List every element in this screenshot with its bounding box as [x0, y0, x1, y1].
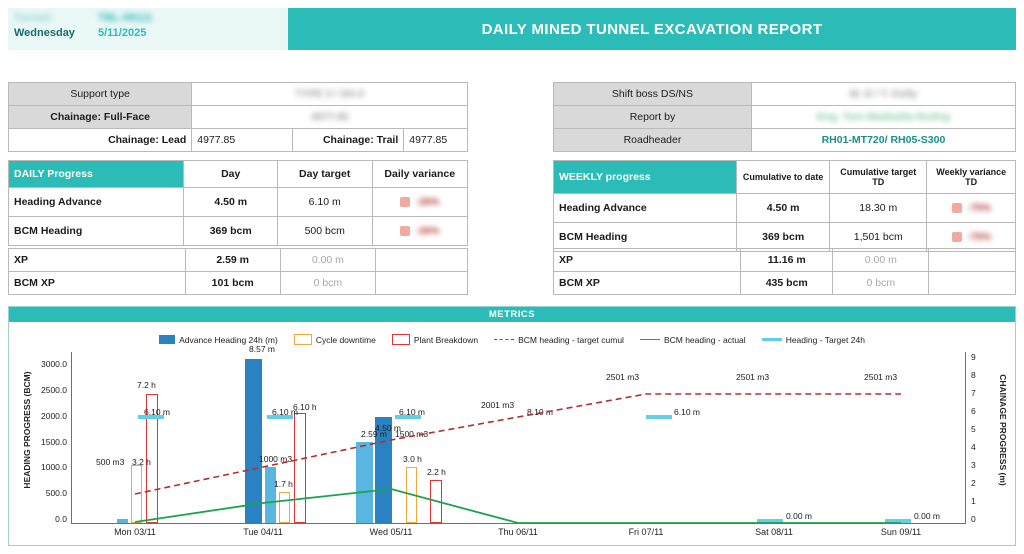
tunnel-label: Tunnel:	[14, 12, 53, 24]
page-title: DAILY MINED TUNNEL EXCAVATION REPORT	[481, 20, 823, 38]
weekly-progress-table	[553, 160, 1016, 252]
bar-plant-breakdown-tue	[294, 413, 306, 523]
daily-bcm-heading-variance	[372, 217, 468, 246]
daily-progress-table	[8, 160, 468, 246]
table-row	[554, 272, 1016, 295]
chainage-trail-label: Chainage: Trail	[293, 129, 404, 151]
daily-bcm-heading-target: 500 bcm	[277, 217, 372, 246]
x-tick: Sat 08/11	[755, 527, 793, 537]
daily-heading-advance-variance	[372, 188, 468, 217]
legend-label: Heading - Target 24h	[785, 334, 865, 345]
variance-value: -75%	[967, 202, 991, 214]
weekly-bcm-heading-label: BCM Heading	[554, 223, 737, 252]
y2-tick: 5	[971, 424, 976, 434]
data-label-target-wed: 6.10 m	[399, 407, 425, 417]
y-tick: 3000.0	[41, 359, 67, 369]
metrics-panel	[8, 306, 1016, 546]
data-label-downtime-mon: 3.2 h	[132, 457, 151, 467]
y-tick: 1500.0	[41, 437, 67, 447]
data-label-target-cumul-thu: 2001 m3	[481, 400, 515, 410]
right-info-table	[553, 82, 1016, 152]
weekly-progress-title: WEEKLY progress	[554, 161, 737, 194]
bar-plant-breakdown-wed	[430, 480, 442, 523]
data-label-breakdown-tue: 6.10 h	[293, 402, 317, 412]
daily-col-day-target: Day target	[277, 161, 372, 188]
shift-boss-label: Shift boss DS/NS	[554, 83, 752, 106]
support-type-label: Support type	[9, 83, 192, 106]
variance-marker-icon	[400, 226, 410, 236]
table-row	[9, 217, 468, 246]
variance-marker-icon	[952, 203, 962, 213]
chainage-fullface-value: 4977.85	[192, 106, 468, 129]
roadheader-value: RH01-MT720/ RH05-S300	[751, 129, 1015, 152]
daily-bcm-xp-label: BCM XP	[9, 272, 186, 295]
daily-bcm-xp-target: 0 bcm	[280, 272, 375, 295]
bar-cycle-downtime-mon	[131, 465, 142, 523]
weekly-col-cumulative: Cumulative to date	[737, 161, 830, 194]
daily-bcm-xp-day: 101 bcm	[185, 272, 280, 295]
bar-xp-advance-wed	[356, 442, 373, 523]
target-marker-sun	[885, 519, 911, 523]
tunnel-line	[14, 11, 282, 26]
data-label-target-cumul-sun: 2501 m3	[864, 372, 898, 382]
daily-bcm-heading-day: 369 bcm	[184, 217, 278, 246]
support-type-value: TYPE 3 / SH-2	[192, 83, 468, 106]
table-row	[554, 106, 1016, 129]
y-tick: 2000.0	[41, 411, 67, 421]
weekly-col-target: Cumulative target TD	[830, 161, 927, 194]
weekly-bcm-xp-variance	[929, 272, 1016, 295]
metrics-title: METRICS	[9, 307, 1015, 322]
y-tick: 0.0	[55, 514, 67, 524]
x-tick: Tue 04/11	[243, 527, 283, 537]
table-row	[554, 129, 1016, 152]
daily-xp-table	[8, 248, 468, 295]
x-tick: Sun 09/11	[880, 527, 922, 537]
daily-heading-advance-day: 4.50 m	[184, 188, 278, 217]
y-tick: 2500.0	[41, 385, 67, 395]
y2-tick: 8	[971, 370, 976, 380]
daily-bcm-xp-variance	[375, 272, 467, 295]
x-tick: Mon 03/11	[114, 527, 156, 537]
chainage-fullface-label: Chainage: Full-Face	[9, 106, 192, 129]
variance-value: -26%	[416, 196, 440, 208]
variance-marker-icon	[952, 232, 962, 242]
daily-progress-title: DAILY Progress	[9, 161, 184, 188]
legend-label: Cycle downtime	[315, 334, 376, 345]
y2-tick: 0	[971, 514, 976, 524]
table-row	[9, 106, 468, 129]
date-line	[14, 26, 282, 41]
weekly-bcm-heading-cum: 369 bcm	[737, 223, 830, 252]
bar-bcm-actual-mon	[117, 519, 128, 523]
daily-xp-label: XP	[9, 249, 186, 272]
data-label-target-tue: 6.10 m	[272, 407, 298, 417]
legend-label: BCM heading - actual	[663, 334, 746, 345]
weekly-heading-advance-target: 18.30 m	[830, 194, 927, 223]
report-by-value: Eng. Tom Mwikalila Rodrig	[751, 106, 1015, 129]
table-row	[554, 249, 1016, 272]
daily-xp-day: 2.59 m	[185, 249, 280, 272]
data-label-downtime-wed: 3.0 h	[403, 454, 422, 464]
data-label-target-sat: 0.00 m	[786, 511, 812, 521]
table-row	[9, 188, 468, 217]
data-label-target-cumul-sat: 2501 m3	[736, 372, 770, 382]
table-row	[9, 83, 468, 106]
x-axis-line	[71, 523, 966, 524]
bar-cycle-downtime-wed	[406, 467, 417, 523]
bar-bcm-actual-tue	[265, 467, 276, 523]
y2-tick: 2	[971, 478, 976, 488]
weekly-bcm-xp-label: BCM XP	[554, 272, 741, 295]
chainage-lead-trail-cell	[192, 129, 468, 152]
y-axis-line	[71, 352, 72, 524]
weekly-bcm-heading-target: 1,501 bcm	[830, 223, 927, 252]
data-label-downtime-tue: 1.7 h	[274, 479, 293, 489]
shift-boss-value: M. D / T. Kelly	[751, 83, 1015, 106]
daily-bcm-heading-label: BCM Heading	[9, 217, 184, 246]
weekday-label: Wednesday	[14, 27, 75, 39]
daily-xp-target: 0.00 m	[280, 249, 375, 272]
chart-plot-area	[9, 307, 1017, 547]
y-axis-label: HEADING PROGRESS (BCM)	[22, 371, 32, 489]
tunnel-value: TBL-08111	[98, 12, 153, 24]
table-row	[9, 272, 468, 295]
data-label-bcm-tue: 1000 m3	[259, 454, 293, 464]
y2-tick: 3	[971, 460, 976, 470]
data-label-target-sun: 0.00 m	[914, 511, 940, 521]
daily-heading-advance-target: 6.10 m	[277, 188, 372, 217]
y2-tick: 4	[971, 442, 976, 452]
variance-value: -75%	[967, 231, 991, 243]
table-row	[554, 83, 1016, 106]
target-marker-sat	[757, 519, 783, 523]
daily-col-variance: Daily variance	[372, 161, 468, 188]
y2-tick: 7	[971, 388, 976, 398]
weekly-xp-cum: 11.16 m	[741, 249, 833, 272]
table-row	[9, 161, 468, 188]
chainage-lead-label: Chainage: Lead	[9, 129, 192, 152]
data-label-breakdown-mon: 7.2 h	[137, 380, 156, 390]
chart-lines-svg	[9, 307, 1017, 547]
weekly-heading-advance-cum: 4.50 m	[737, 194, 830, 223]
legend-label: BCM heading - target cumul	[518, 334, 624, 345]
roadheader-label: Roadheader	[554, 129, 752, 152]
weekly-heading-advance-label: Heading Advance	[554, 194, 737, 223]
weekly-bcm-xp-target: 0 bcm	[833, 272, 929, 295]
date-value: 5/11/2025	[98, 27, 147, 39]
bar-advance-tue	[245, 359, 262, 523]
variance-value: -26%	[416, 225, 440, 237]
weekly-xp-variance	[929, 249, 1016, 272]
data-label-target-fri: 6.10 m	[674, 407, 700, 417]
daily-xp-variance	[375, 249, 467, 272]
weekly-col-variance: Weekly variance TD	[927, 161, 1016, 194]
data-label-target-cumul-fri: 2501 m3	[606, 372, 640, 382]
data-label-bcm-mon: 500 m3	[96, 457, 125, 467]
y-tick: 500.0	[45, 488, 67, 498]
chainage-lead-value: 4977.85	[192, 129, 293, 151]
header-date-box	[8, 8, 288, 50]
table-row	[9, 129, 468, 152]
data-label-advance-wed: 4.50 m	[375, 423, 401, 433]
y-tick: 1000.0	[41, 462, 67, 472]
data-label-breakdown-wed: 2.2 h	[427, 467, 446, 477]
x-tick: Thu 06/11	[498, 527, 538, 537]
x-tick: Fri 07/11	[628, 527, 664, 537]
table-row	[9, 249, 468, 272]
y2-axis-label: CHAINAGE PROGRESS (m)	[998, 374, 1008, 486]
data-label-target-mon: 6.10 m	[144, 407, 170, 417]
chainage-trail-value: 4977.85	[409, 134, 448, 146]
weekly-xp-table	[553, 248, 1016, 295]
table-row	[554, 161, 1016, 194]
table-row	[554, 194, 1016, 223]
target-marker-fri	[646, 415, 672, 419]
data-label-xp-wed: 2.59 m	[361, 429, 387, 439]
weekly-xp-label: XP	[554, 249, 741, 272]
variance-marker-icon	[400, 197, 410, 207]
weekly-heading-advance-variance	[927, 194, 1016, 223]
left-info-table	[8, 82, 468, 152]
x-tick: Wed 05/11	[369, 527, 413, 537]
y2-tick: 6	[971, 406, 976, 416]
y2-axis-line	[965, 352, 966, 524]
daily-heading-advance-label: Heading Advance	[9, 188, 184, 217]
legend-label: Plant Breakdown	[413, 334, 479, 345]
bar-cycle-downtime-tue	[279, 492, 290, 523]
y2-tick: 1	[971, 496, 976, 506]
legend-label: Advance Heading 24h (m)	[179, 334, 278, 345]
weekly-xp-target: 0.00 m	[833, 249, 929, 272]
report-by-label: Report by	[554, 106, 752, 129]
data-label-bcm-wed: 1500 m3	[395, 429, 429, 439]
data-label-target-thu: 8.10 m	[527, 407, 553, 417]
data-label-advance-tue: 8.57 m	[249, 344, 275, 354]
daily-col-day: Day	[184, 161, 278, 188]
y2-tick: 9	[971, 352, 976, 362]
weekly-bcm-xp-cum: 435 bcm	[741, 272, 833, 295]
